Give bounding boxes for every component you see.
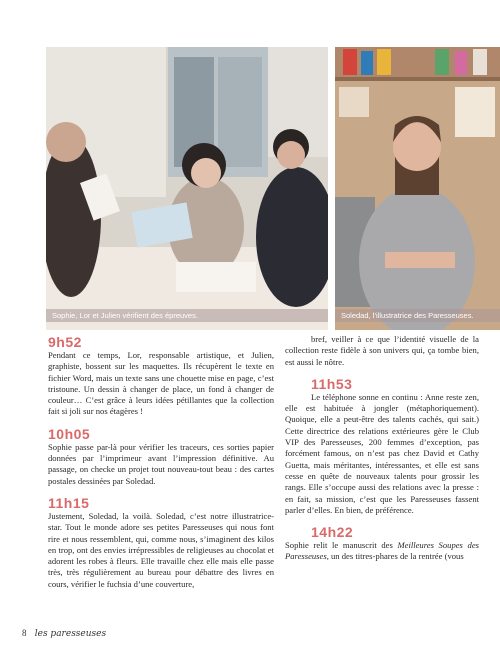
book-title: Meilleures Soupes des Paresseuses [285,540,480,562]
paragraph-10h05: Sophie passe par-là pour vérifier les traceurs, ces sorties papier données par l’imprimeur avant l’impression définitive. Au passage, on checke un projet tout nouveau-tout beau : des cartes postales dessinées par Soledad. [48,441,274,486]
paragraph-11h15-continued: bref, veiller à ce que l’identité visuelle de la collection reste fidèle à son univers qui, ça tombe bien, est aussi le nôtre. [285,334,479,367]
article-column-right [285,334,479,563]
time-heading-10h05: 10h05 [48,425,91,442]
photo-illustrator-soledad [335,47,500,330]
photo-caption-left: Sophie, Lor et Julien vérifient des épreuves. [46,309,328,322]
time-heading-14h22: 14h22 [311,524,354,541]
page-footer [22,628,106,639]
time-heading-11h53: 11h53 [311,375,353,392]
photo-illustration-illustrator [335,47,500,330]
paragraph-14h22 [285,540,479,563]
paragraph-9h52: Pendant ce temps, Lor, responsable artistique, et Julien, graphiste, bossent sur les maquettes. Ils récupèrent le texte en fichier Word, mais un texte sans une chouette mise en page, c’est tristoune. Un dessin à changer de place, un fond à changer de couleur… C’est grâce à leurs idées pétillantes que la collection fait si joli sur nos étagères ! [48,350,274,417]
magazine-name: les paresseuses [34,629,107,639]
paragraph-14h22-part-a: Sophie relit le manuscrit des [285,540,398,551]
photo-caption-right: Soledad, l’illustratrice des Paresseuses. [335,309,500,322]
time-heading-9h52: 9h52 [48,334,82,350]
paragraph-14h22-part-b: , un des titres-phares de la rentrée (vous [326,551,464,562]
photo-team-reviewing-proofs [46,47,328,330]
article-column-left [48,334,274,590]
page-number: 8 [22,628,27,638]
paragraph-11h15: Justement, Soledad, la voilà. Soledad, c’est notre illustratrice-star. Tout le monde adore ses petites Paresseuses qui nous font rire et nous ressemblent, qui, comme nous, s’imaginent des kilos en trop, ont des envies irrépressibles de religieuses au chocolat et adorent les robes à fleurs. Elle travaille chez elle mais elle passe très, très régulièrement au bureau pour débattre des livres en cours, vérifier le fuchsia d’une couverture, [48,510,274,589]
photo-illustration-office-team [46,47,328,330]
time-heading-11h15: 11h15 [48,494,90,511]
paragraph-11h53: Le téléphone sonne en continu : Anne reste zen, elle est habituée à jongler (métaphoriquement). Quoique, elle a peut-être des talents cachés, qui sait.) Cette directrice des relations extérieures gère le Club VIP des Paresseuses, 200 femmes d’exception, pas forcément famous, on n’est pas chez David et Cathy Guetta, mais méritantes, intéressantes, et elle est sans cesse en quête de nouveaux talents pour grossir les rangs. Elle s’occupe aussi des relations avec la presse : en fait, sa mission, c’est que les Paresseuses fassent parler d’elles. En bien, de préférence. [285,391,479,515]
